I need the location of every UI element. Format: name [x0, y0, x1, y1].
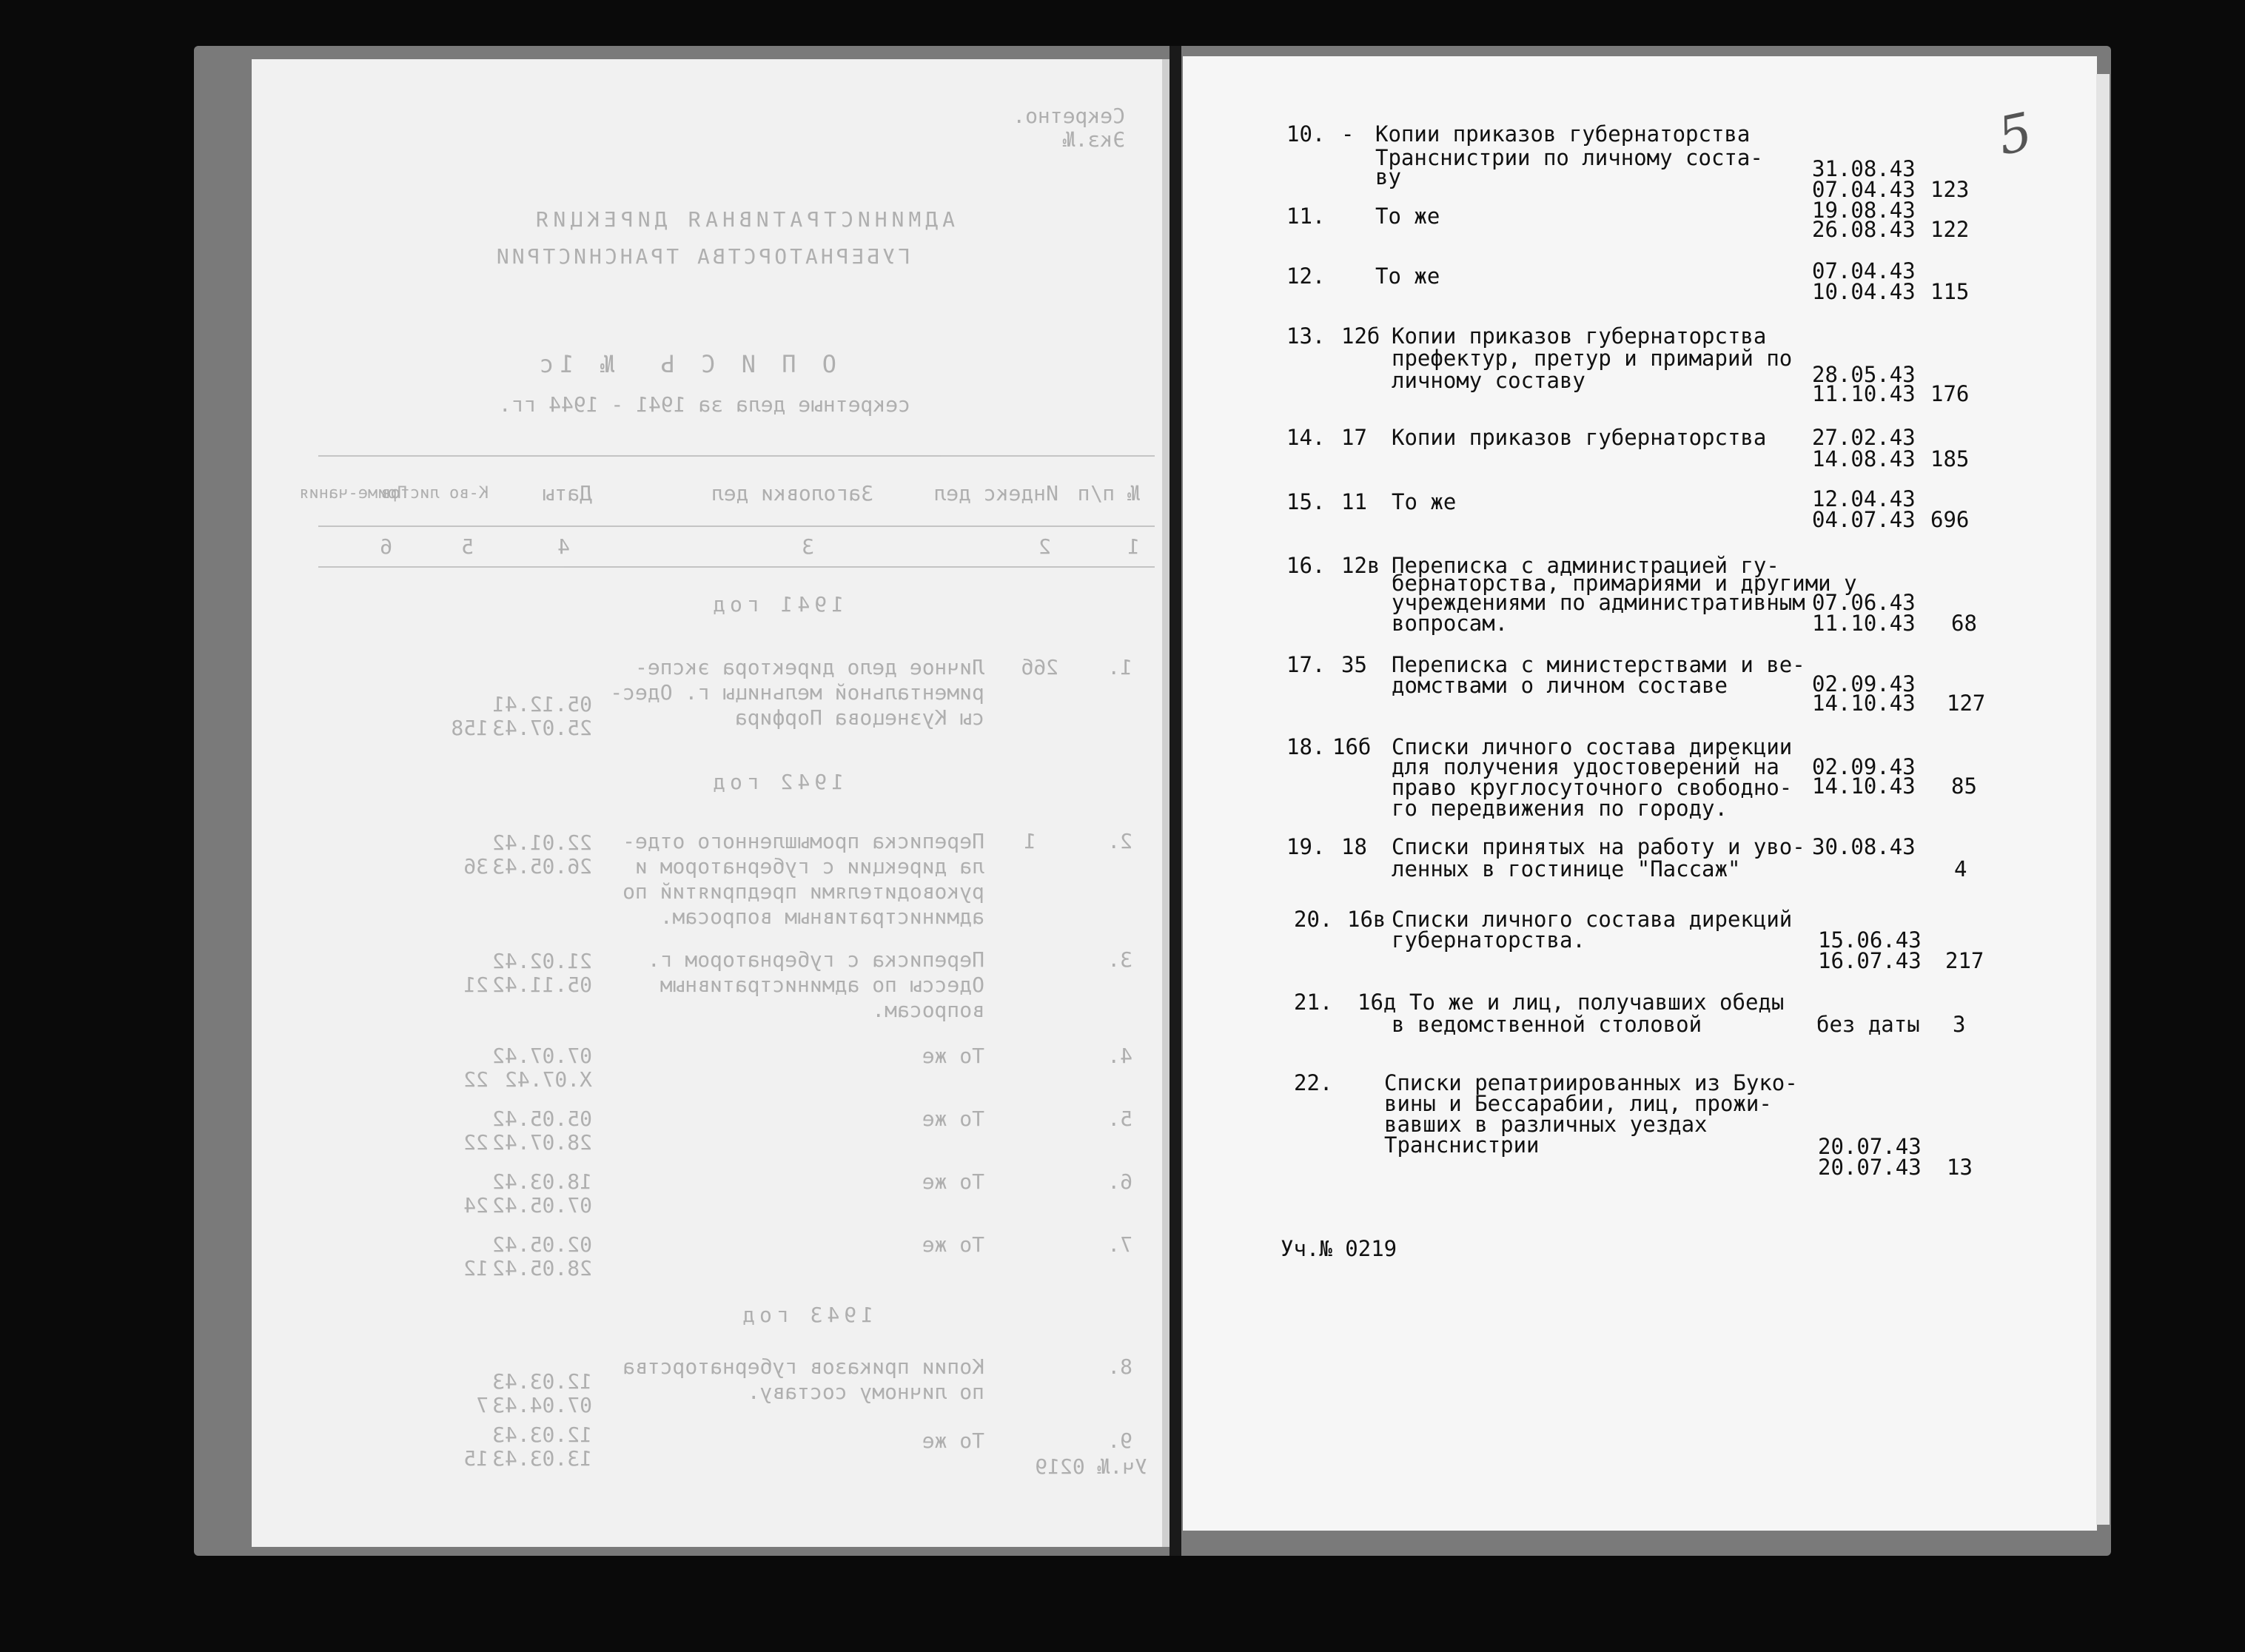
entry-date-start: 19.08.43 [1812, 198, 1916, 223]
entry-title-line: Копии приказов губернаторства [1375, 121, 1751, 147]
entry-title-line: право круглосуточного свободно- [1392, 775, 1793, 800]
entry-date-start: 02.09.43 [1812, 671, 1916, 696]
ghost-row-date: 05.12.41 [492, 692, 592, 716]
ghost-year-1943: 1943 год [738, 1303, 873, 1327]
ghost-row-date: X.07.42 [504, 1067, 592, 1092]
entry-sheet-count: 696 [1930, 507, 1970, 532]
entry-number: 18. [1286, 734, 1326, 759]
entry-date-start: 02.09.43 [1812, 754, 1916, 779]
ghost-row-date: 07.04.43 [492, 1393, 592, 1417]
entry-number: 21. [1294, 990, 1333, 1015]
ghost-opis-title: О П И С Ь № 1с [534, 350, 836, 378]
ghost-row-count: 12 [463, 1256, 489, 1280]
entry-index: 11 [1341, 489, 1367, 514]
registration-number: Уч.№ 0219 [1281, 1236, 1397, 1261]
ghost-row-count: 21 [463, 973, 489, 997]
entry-sheet-count: 3 [1953, 1012, 1966, 1037]
entry-date-start: 12.04.43 [1812, 486, 1916, 511]
entry-date-end: 07.04.43 [1812, 177, 1916, 202]
ghost-row-no: 5. [1107, 1107, 1132, 1131]
ghost-row-no: 4. [1107, 1044, 1132, 1068]
entry-sheet-count: 68 [1951, 611, 1977, 636]
ghost-row-date: 05.05.42 [492, 1107, 592, 1131]
entry-date-end: 04.07.43 [1812, 507, 1916, 532]
ghost-colnum-6: 6 [380, 534, 392, 559]
ghost-colnum-2: 2 [1038, 534, 1051, 559]
entry-sheet-count: 123 [1930, 177, 1970, 202]
ghost-row-title: То же [922, 1107, 984, 1131]
entry-title-line: Списки личного состава дирекции [1392, 734, 1793, 759]
ghost-row-date: 07.07.42 [492, 1044, 592, 1068]
entry-title-line: Списки личного состава дирекций [1392, 907, 1793, 932]
ghost-row-date: 13.03.43 [492, 1446, 592, 1471]
ghost-rule [318, 455, 1155, 457]
entry-title-line: ву [1375, 164, 1401, 189]
entry-title-line: в ведомственной столовой [1392, 1012, 1702, 1037]
entry-title-line: То же [1375, 204, 1440, 229]
ghost-header-2: ГУБЕРНАТОРСТВА ТРАНСНИСТРИИ [493, 244, 910, 269]
entry-sheet-count: 13 [1947, 1155, 1973, 1180]
ghost-row-count: 24 [463, 1193, 489, 1218]
entry-title-line: Списки репатриированных из Буко- [1384, 1070, 1798, 1095]
entry-title-line: учреждениями по административным [1392, 590, 1805, 615]
entry-title-line: губернаторства. [1392, 927, 1585, 953]
ghost-row-idx: 26б [1021, 655, 1058, 679]
entry-sheet-count: 122 [1930, 217, 1970, 242]
ghost-year-1941: 1941 год [708, 592, 844, 617]
entry-title-line: Переписка с министерствами и ве- [1392, 652, 1805, 677]
entry-date-end: 20.07.43 [1818, 1155, 1922, 1180]
entry-index: 16б [1332, 734, 1372, 759]
ghost-colnum-4: 4 [557, 534, 570, 559]
ghost-row-date: 12.03.43 [492, 1423, 592, 1447]
ghost-row-idx: 1 [1024, 829, 1036, 853]
entry-index: 12в [1341, 553, 1380, 578]
ghost-row-title: ла дирекции с губернатором и [634, 854, 984, 879]
ghost-row-title: сы Кузнецова Порфира [734, 705, 984, 730]
entry-number: 20. [1294, 907, 1333, 932]
book-gutter [1170, 46, 1181, 1556]
ghost-row-title: Личное дело директора экспе- [634, 655, 984, 679]
page-number-mark: 5 [1992, 101, 2038, 167]
ghost-header-1: АДМИНИСТРАТИВНАЯ ДИРЕКЦИЯ [531, 207, 955, 232]
ghost-row-date: 28.05.42 [492, 1256, 592, 1280]
entry-date-start: 07.04.43 [1812, 258, 1916, 283]
ghost-footer-mark: Уч.№ 0219 [1035, 1454, 1147, 1479]
ghost-row-no: 1. [1107, 655, 1132, 679]
entry-date-start: 31.08.43 [1812, 156, 1916, 181]
ghost-row-date: 25.07.43 [492, 716, 592, 740]
ghost-row-title: вопросам. [872, 998, 984, 1022]
entry-title-line: Транснистрии [1384, 1132, 1540, 1158]
entry-sheet-count: 217 [1945, 948, 1984, 973]
entry-index: 18 [1341, 834, 1367, 859]
entry-title-line: личному составу [1392, 368, 1585, 393]
entry-sheet-count: 115 [1930, 279, 1970, 304]
entry-title-line: Списки принятых на работу и уво- [1392, 834, 1805, 859]
entry-number: 22. [1294, 1070, 1333, 1095]
ghost-row-title: административным вопросам. [660, 904, 984, 929]
entry-number: 16. [1286, 553, 1326, 578]
entry-date-end: 14.08.43 [1812, 446, 1916, 471]
ghost-rule [318, 566, 1155, 568]
ghost-row-count: 7 [476, 1393, 489, 1417]
entry-index: - [1341, 121, 1355, 147]
entry-title-line: вавших в различных уездах [1384, 1112, 1708, 1137]
entry-date-end: 26.08.43 [1812, 217, 1916, 242]
entry-number: 14. [1286, 425, 1326, 450]
entry-title-line: Транснистрии по личному соста- [1375, 145, 1763, 170]
ghost-col-idx: Индекс дел [933, 481, 1058, 506]
entry-index: 16в [1347, 907, 1386, 932]
entry-index: 12б [1341, 323, 1380, 349]
ghost-row-title: Переписка промышленного отде- [623, 829, 984, 853]
entry-title-line: Переписка с администрацией гу- [1392, 553, 1779, 578]
ghost-colnum-3: 3 [802, 534, 814, 559]
entry-title-line: То же [1392, 489, 1457, 514]
ghost-row-title: Одессы по административным [660, 973, 984, 997]
entry-index: 16д [1358, 990, 1397, 1015]
ghost-row-no: 6. [1107, 1169, 1132, 1194]
ghost-row-date: 26.05.43 [492, 854, 592, 879]
ghost-row-title: Копии приказов губернаторства [623, 1354, 984, 1379]
ghost-row-title: То же [922, 1044, 984, 1068]
entry-number: 11. [1286, 204, 1326, 229]
entry-date-end: 16.07.43 [1818, 948, 1922, 973]
ghost-row-no: 8. [1107, 1354, 1132, 1379]
ghost-row-title: То же [922, 1428, 984, 1453]
ghost-opis-subtitle: секретные дела за 1941 - 1944 гг. [498, 392, 910, 417]
entry-index: 35 [1341, 652, 1367, 677]
entry-date-end: 11.10.43 [1812, 381, 1916, 406]
ghost-colnum-1: 1 [1127, 534, 1140, 559]
entry-date-start: 20.07.43 [1818, 1134, 1922, 1159]
ghost-row-date: 22.01.42 [492, 830, 592, 855]
entry-number: 10. [1286, 121, 1326, 147]
entry-date-start: 27.02.43 [1812, 425, 1916, 450]
entry-sheet-count: 4 [1954, 856, 1967, 882]
ghost-row-date: 05.11.42 [492, 973, 592, 997]
ghost-row-no: 2. [1107, 829, 1132, 853]
ghost-secret-mark-2: Экз.№ [1062, 127, 1125, 152]
ghost-secret-mark-1: Секретно. [1013, 104, 1125, 128]
ghost-row-title: риментальной мельницы г. Одес- [610, 680, 984, 705]
ghost-row-title: То же [922, 1169, 984, 1194]
ghost-col-notes: Приме-чания [299, 484, 407, 503]
entry-date-end: 14.10.43 [1812, 691, 1916, 716]
entry-date-start: без даты [1816, 1012, 1920, 1037]
entry-number: 15. [1286, 489, 1326, 514]
entry-title-line: То же и лиц, получавших обеды [1409, 990, 1785, 1015]
ghost-col-dates: Даты [542, 481, 592, 506]
entry-title-line: вины и Бессарабии, лиц, прожи- [1384, 1091, 1772, 1116]
ghost-row-date: 28.07.42 [492, 1130, 592, 1155]
ghost-row-date: 21.02.42 [492, 949, 592, 973]
entry-number: 13. [1286, 323, 1326, 349]
ghost-row-title: Переписка с губернатором г. [647, 947, 984, 972]
ghost-row-title: по личному составу. [747, 1380, 984, 1404]
entry-date-start: 28.05.43 [1812, 362, 1916, 387]
ghost-colnum-5: 5 [461, 534, 474, 559]
ghost-year-1942: 1942 год [708, 770, 844, 794]
entry-number: 19. [1286, 834, 1326, 859]
entry-date-start: 07.06.43 [1812, 590, 1916, 615]
ghost-row-no: 9. [1107, 1428, 1132, 1453]
ghost-row-date: 07.05.42 [492, 1193, 592, 1218]
entry-number: 12. [1286, 263, 1326, 289]
entry-title-line: домствами о личном составе [1392, 673, 1728, 698]
ghost-row-count: 36 [463, 854, 489, 879]
ghost-row-date: 02.05.42 [492, 1232, 592, 1257]
entry-number: 17. [1286, 652, 1326, 677]
ghost-row-title: руководителями предприятий по [623, 879, 984, 904]
ghost-col-title: Заголовки дел [711, 481, 873, 506]
entry-title-line: Копии приказов губернаторства [1392, 323, 1767, 349]
entry-title-line: для получения удостоверений на [1392, 754, 1779, 779]
entry-title-line: ленных в гостинице "Пассаж" [1392, 856, 1741, 882]
bleed-through-text [281, 81, 1155, 1510]
entry-title-line: го передвижения по городу. [1392, 796, 1728, 821]
entry-sheet-count: 176 [1930, 381, 1970, 406]
ghost-col-no: № п/п [1077, 481, 1140, 506]
entry-sheet-count: 85 [1951, 773, 1977, 799]
entry-index: 17 [1341, 425, 1367, 450]
ghost-row-date: 12.03.43 [492, 1369, 592, 1394]
ghost-row-count: 158 [451, 716, 489, 740]
entry-title-line: вопросам. [1392, 611, 1509, 636]
entry-date-end: 11.10.43 [1812, 611, 1916, 636]
ghost-row-count: 15 [463, 1446, 489, 1471]
ghost-row-no: 3. [1107, 947, 1132, 972]
entry-title-line: Копии приказов губернаторства [1392, 425, 1767, 450]
entry-title-line: префектур, претур и примарий по [1392, 346, 1793, 371]
entry-title-line: бернаторства, примариями и другими у [1392, 571, 1857, 596]
entry-date-start: 30.08.43 [1812, 834, 1916, 859]
ghost-row-count: 22 [463, 1067, 489, 1092]
entry-date-end: 14.10.43 [1812, 773, 1916, 799]
entry-sheet-count: 127 [1947, 691, 1986, 716]
ghost-row-no: 7. [1107, 1232, 1132, 1257]
ghost-rule [318, 526, 1155, 527]
entry-sheet-count: 185 [1930, 446, 1970, 471]
entry-title-line: То же [1375, 263, 1440, 289]
ghost-row-count: 22 [463, 1130, 489, 1155]
entry-date-end: 10.04.43 [1812, 279, 1916, 304]
entry-date-start: 15.06.43 [1818, 927, 1922, 953]
ghost-row-title: То же [922, 1232, 984, 1257]
page-edge [2096, 74, 2110, 1525]
ghost-col-count: К-во листов [380, 484, 489, 503]
ghost-row-date: 18.03.42 [492, 1169, 592, 1194]
